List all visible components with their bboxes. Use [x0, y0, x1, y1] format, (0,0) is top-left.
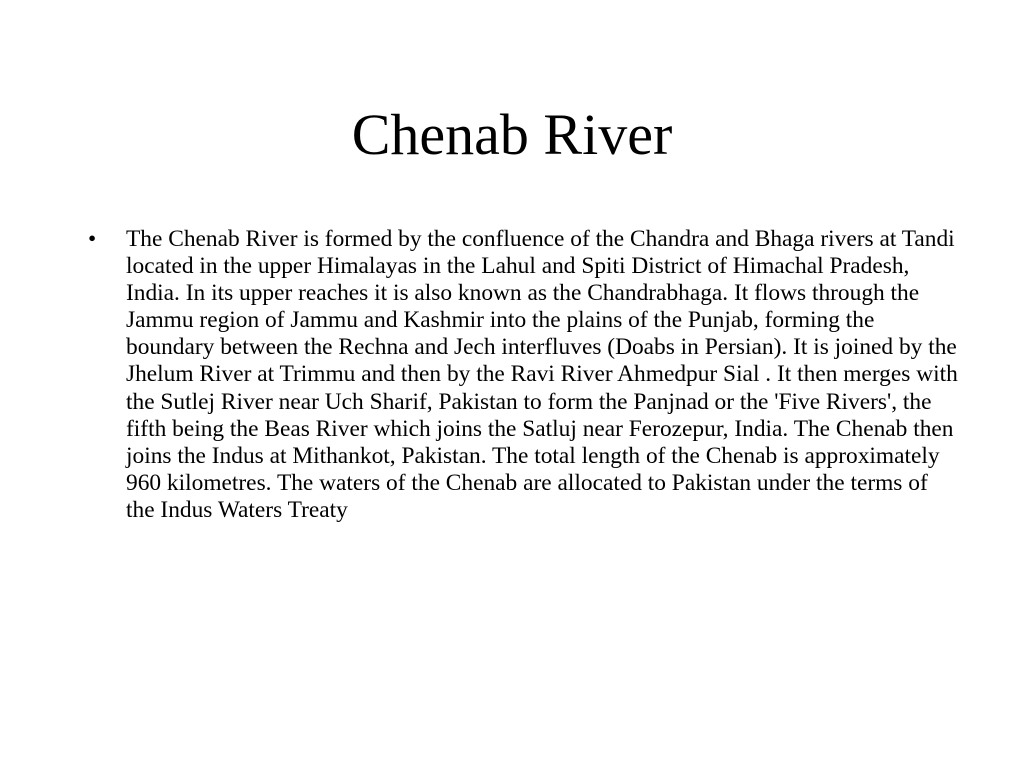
slide-title: Chenab River — [351, 102, 673, 167]
bullet-list — [82, 226, 962, 524]
bullet-icon: • — [88, 226, 97, 252]
bullet-item — [82, 226, 962, 524]
bullet-text: The Chenab River is formed by the confluence of the Chandra and Bhaga rivers at Tandi located in the upper Himalayas in the Lahul and Spiti District of Himachal Pradesh, India. In its upper reaches it is also known as the Chandrabhaga. It flows through the Jammu region of Jammu and Kashmir into the plains of the Punjab, forming the boundary between the Rechna and Jech interfluves (Doabs in Persian). It is joined by the Jhelum River at Trimmu and then by the Ravi River Ahmedpur Sial . It then merges with the Sutlej River near Uch Sharif, Pakistan to form the Panjnad or the 'Five Rivers', the fifth being the Beas River which joins the Satluj near Ferozepur, India. The Chenab then joins the Indus at Mithankot, Pakistan. The total length of the Chenab is approximately 960 kilometres. The waters of the Chenab are allocated to Pakistan under the terms of the Indus Waters Treaty — [126, 226, 958, 523]
